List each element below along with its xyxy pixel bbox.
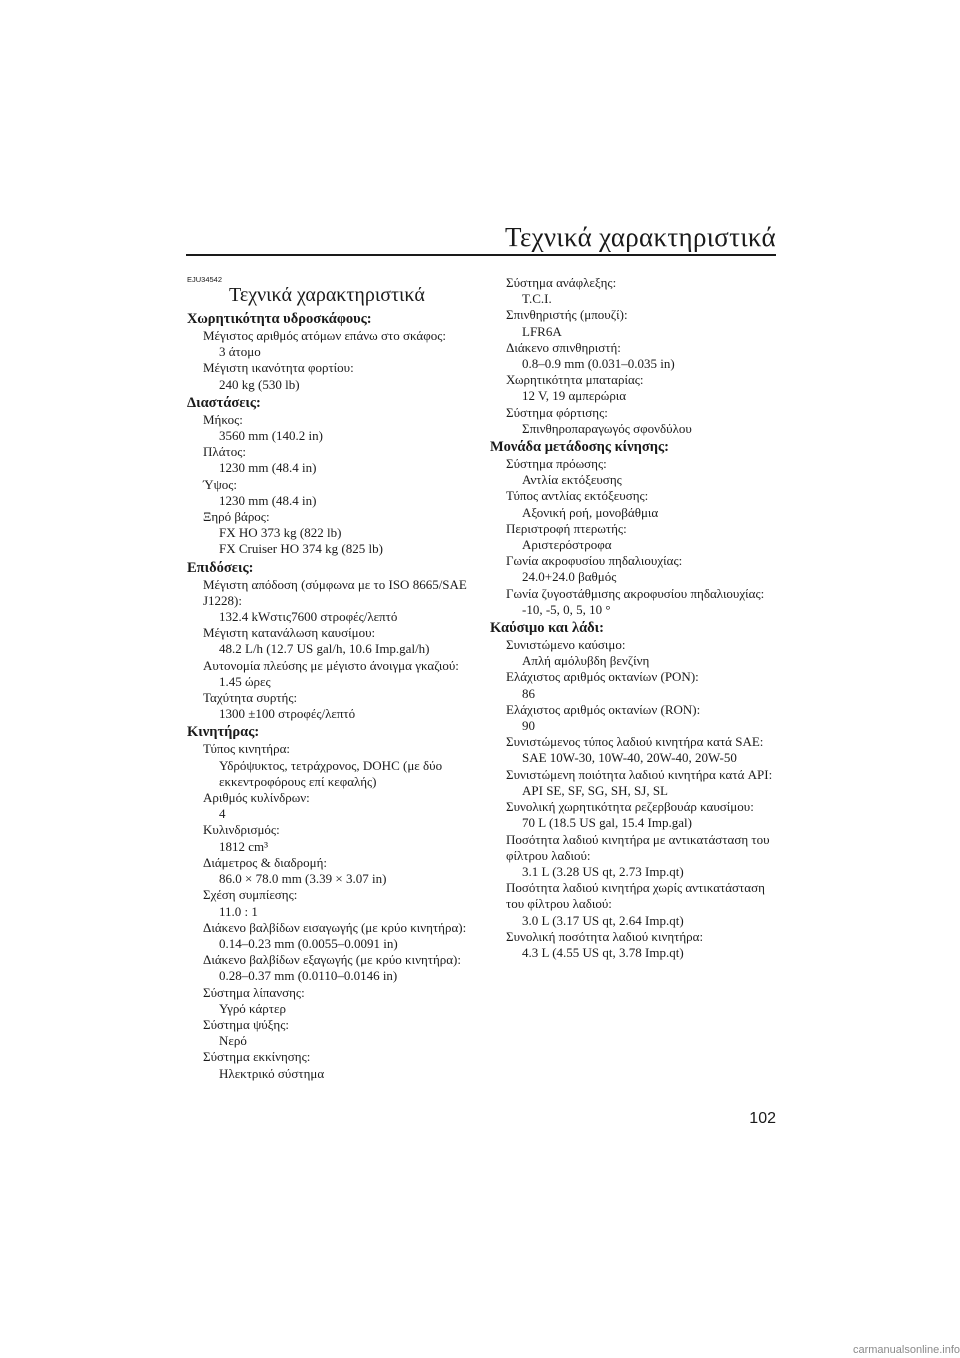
heading-capacity: Χωρητικότητα υδροσκάφους:	[187, 311, 372, 327]
spec-label: Μέγιστη κατανάλωση καυσίμου:	[203, 625, 376, 641]
spec-label: Σύστημα πρόωσης:	[506, 456, 607, 472]
spec-label: Ελάχιστος αριθμός οκτανίων (RON):	[506, 701, 701, 717]
spec-value: FX HO 373 kg (822 lb)	[219, 525, 342, 541]
spec-label: Σχέση συμπίεσης:	[203, 887, 298, 903]
heading-engine: Κινητήρας:	[187, 724, 260, 741]
header-divider	[186, 254, 776, 256]
spec-value: SAE 10W-30, 10W-40, 20W-40, 20W-50	[522, 750, 737, 766]
spec-label: Τύπος αντλίας εκτόξευσης:	[506, 488, 649, 504]
spec-label: Συνολική ποσότητα λαδιού κινητήρα:	[506, 928, 704, 944]
spec-value: 11.0 : 1	[219, 903, 258, 919]
left-column	[187, 276, 472, 1082]
spec-value: 86.0 × 78.0 mm (3.39 × 3.07 in)	[219, 871, 387, 887]
spec-value: 0.28–0.37 mm (0.0110–0.0146 in)	[219, 968, 398, 984]
section-title: Τεχνικά χαρακτηριστικά	[229, 284, 425, 306]
spec-value: 48.2 L/h (12.7 US gal/h, 10.6 Imp.gal/h)	[219, 641, 430, 657]
spec-label: Κυλινδρισμός:	[203, 822, 280, 838]
spec-label: Γωνία ζυγοστάθμισης ακροφυσίου πηδαλιουχίας:	[506, 585, 765, 601]
spec-value: 132.4 kWστις7600 στροφές/λεπτό	[219, 609, 398, 625]
spec-value: 3.0 L (3.17 US qt, 2.64 Imp.qt)	[522, 912, 684, 928]
section-code: EJU34542	[187, 275, 223, 284]
spec-value: Αξονική ροή, μονοβάθμια	[522, 504, 659, 520]
spec-value: 3560 mm (140.2 in)	[219, 428, 323, 444]
spec-value: 90	[522, 718, 535, 734]
spec-value: Απλή αμόλυβδη βενζίνη	[522, 653, 650, 669]
spec-label: Ταχύτητα συρτής:	[203, 690, 298, 706]
spec-label: Ξηρό βάρος:	[203, 509, 270, 525]
spec-label: Σύστημα ψύξης:	[203, 1016, 289, 1032]
spec-value: 240 kg (530 lb)	[219, 376, 300, 392]
spec-label: Ποσότητα λαδιού κινητήρα με αντικατάσταση του	[506, 831, 770, 847]
spec-label: Διάκενο βαλβίδων εξαγωγής (με κρύο κινητήρα):	[203, 952, 462, 968]
spec-label: Τύπος κινητήρα:	[203, 741, 291, 757]
heading-fuel-oil: Καύσιμο και λάδι:	[490, 620, 605, 637]
spec-value: 86	[522, 685, 535, 701]
spec-label: Μέγιστος αριθμός ατόμων επάνω στο σκάφος:	[203, 328, 446, 343]
spec-label: Σπινθηριστής (μπουζί):	[506, 307, 628, 323]
spec-label: Διάκενο βαλβίδων εισαγωγής (με κρύο κινητήρα):	[203, 919, 467, 935]
spec-label: Σύστημα εκκίνησης:	[203, 1049, 311, 1065]
spec-label: Ύψος:	[203, 476, 238, 492]
spec-label: Μέγιστη ικανότητα φορτίου:	[203, 360, 354, 376]
spec-value: 70 L (18.5 US gal, 15.4 Imp.gal)	[522, 815, 692, 831]
spec-label: Σύστημα ανάφλεξης:	[506, 275, 617, 290]
spec-label: Αυτονομία πλεύσης με μέγιστο άνοιγμα γκαζιού:	[203, 657, 459, 673]
spec-value: Νερό	[219, 1033, 247, 1049]
spec-label: Ποσότητα λαδιού κινητήρα χωρίς αντικατάσταση	[506, 880, 765, 896]
spec-label: Ελάχιστος αριθμός οκτανίων (PON):	[506, 669, 699, 685]
spec-value: 12 V, 19 αμπερώρια	[522, 388, 627, 404]
spec-value: 1300 ±100 στροφές/λεπτό	[219, 706, 356, 722]
spec-label: Περιστροφή πτερωτής:	[506, 520, 627, 536]
spec-label: Συνολική χωρητικότητα ρεζερβουάρ καυσίμου:	[506, 799, 754, 815]
spec-value: API SE, SF, SG, SH, SJ, SL	[522, 782, 668, 798]
page-number: 102	[749, 1110, 776, 1127]
heading-performance: Επιδόσεις:	[187, 559, 254, 576]
spec-value: T.C.I.	[522, 291, 552, 307]
spec-value: 0.8–0.9 mm (0.031–0.035 in)	[522, 356, 675, 372]
page-header-title: Τεχνικά χαρακτηριστικά	[505, 222, 776, 252]
spec-value: Ηλεκτρικό σύστημα	[219, 1065, 325, 1081]
spec-label: Διάμετρος & διαδρομή:	[203, 854, 327, 870]
spec-value: 3.1 L (3.28 US qt, 2.73 Imp.qt)	[522, 863, 684, 879]
spec-label: φίλτρου λαδιού:	[506, 847, 591, 863]
heading-dimensions: Διαστάσεις:	[187, 394, 261, 411]
spec-value: 4.3 L (4.55 US qt, 3.78 Imp.qt)	[522, 944, 684, 960]
spec-value: εκκεντροφόρους επί κεφαλής)	[219, 773, 377, 789]
spec-value: 4	[219, 806, 226, 822]
spec-value: Υγρό κάρτερ	[219, 1000, 286, 1016]
spec-label: του φίλτρου λαδιού:	[506, 896, 612, 912]
spec-value: LFR6A	[522, 323, 562, 339]
spec-label: Αριθμός κυλίνδρων:	[203, 790, 310, 806]
spec-value: 1.45 ώρες	[219, 673, 271, 689]
spec-label: Σύστημα φόρτισης:	[506, 404, 608, 420]
spec-value: 0.14–0.23 mm (0.0055–0.0091 in)	[219, 935, 398, 951]
spec-label: Σύστημα λίπανσης:	[203, 984, 305, 1000]
watermark: carmanualsonline.info	[852, 1344, 960, 1356]
spec-value: 3 άτομο	[219, 344, 261, 360]
spec-label: Μέγιστη απόδοση (σύμφωνα με το ISO 8665/SAE	[203, 576, 467, 592]
spec-value: FX Cruiser HO 374 kg (825 lb)	[219, 541, 383, 557]
spec-value: 1230 mm (48.4 in)	[219, 492, 317, 508]
heading-drive-unit: Μονάδα μετάδοσης κίνησης:	[490, 439, 669, 456]
spec-label: Μήκος:	[203, 411, 243, 427]
spec-value: 1812 cm³	[219, 838, 269, 854]
spec-label: Γωνία ακροφυσίου πηδαλιουχίας:	[506, 553, 683, 569]
spec-label: Διάκενο σπινθηριστή:	[506, 339, 621, 355]
spec-value: Σπινθηροπαραγωγός σφονδύλου	[522, 420, 692, 436]
spec-label: Πλάτος:	[203, 444, 246, 460]
spec-label: Συνιστώμενο καύσιμο:	[506, 637, 626, 653]
spec-value: -10, -5, 0, 5, 10 °	[522, 601, 611, 617]
spec-value: Αντλία εκτόξευσης	[522, 472, 622, 488]
spec-label: J1228):	[203, 592, 242, 608]
spec-label: Συνιστώμενος τύπος λαδιού κινητήρα κατά SAE:	[506, 734, 764, 750]
spec-value: Υδρόψυκτος, τετράχρονος, DOHC (με δύο	[219, 757, 443, 773]
spec-label: Συνιστώμενη ποιότητα λαδιού κινητήρα κατά API:	[506, 766, 773, 782]
spec-value: 1230 mm (48.4 in)	[219, 460, 317, 476]
spec-value: 24.0+24.0 βαθμός	[522, 569, 617, 585]
spec-value: Αριστερόστροφα	[522, 537, 612, 553]
spec-label: Χωρητικότητα μπαταρίας:	[506, 372, 644, 388]
right-column	[490, 275, 780, 961]
